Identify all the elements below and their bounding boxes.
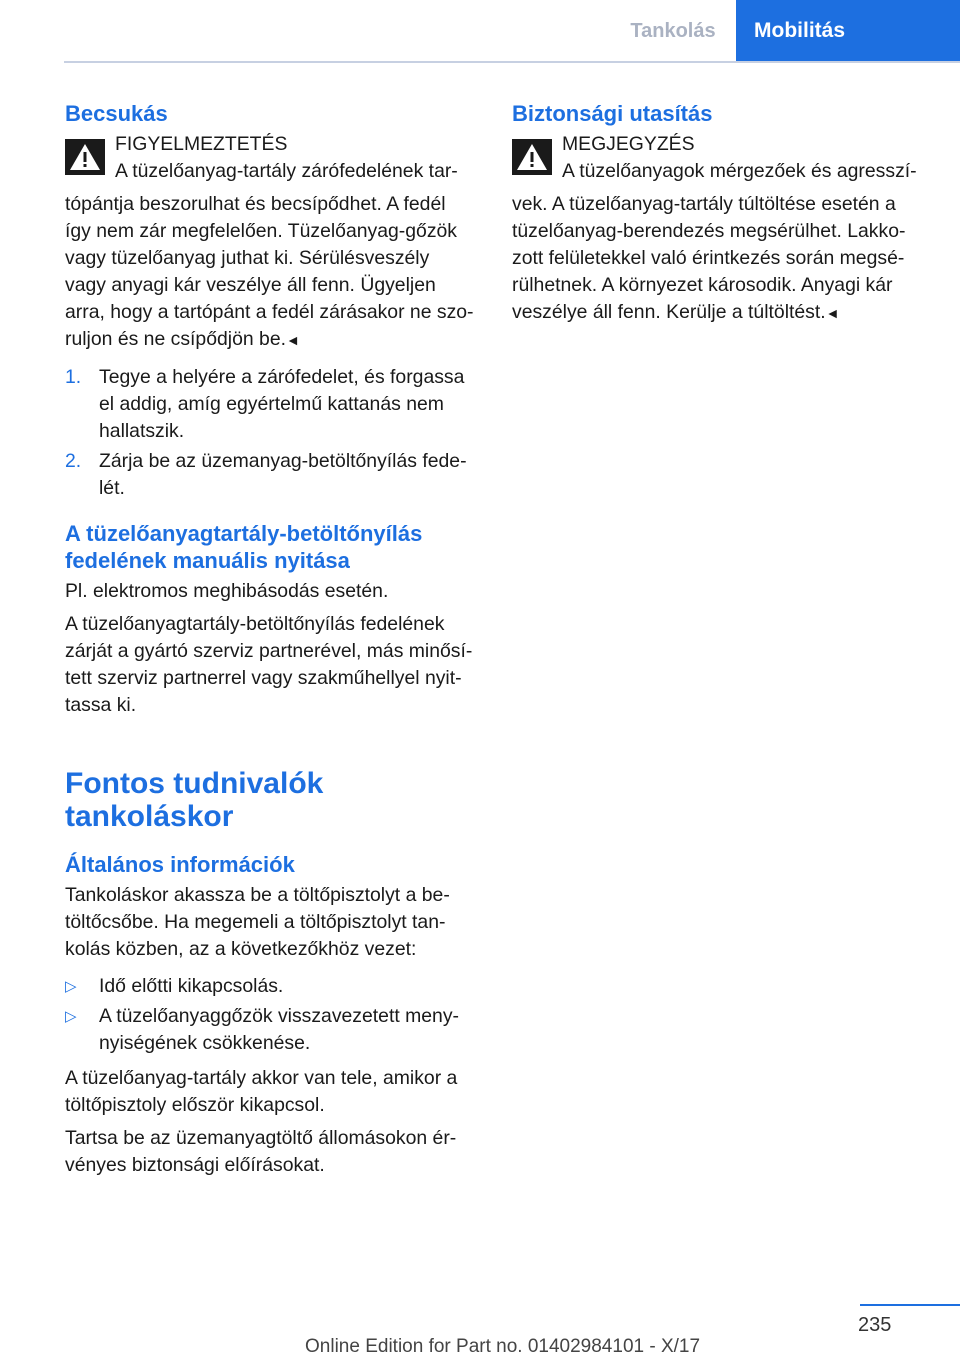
manual-opening-heading: A tüzelőanyagtartály-betöltőnyílás fedelének manuális nyitása: [65, 521, 423, 573]
step-text: Zárja be az üzemanyag-betöltőnyílás fede-lét.: [99, 450, 467, 499]
closing-steps: [65, 364, 475, 502]
bullet-text: Idő előtti kikapcsolás.: [99, 975, 284, 997]
chapter-tab: Mobilitás: [736, 0, 960, 62]
list-item: [65, 448, 475, 502]
footer-divider: [860, 1304, 960, 1306]
step-number: 2.: [65, 450, 82, 472]
important-heading-line: Fontos tudnivalók: [65, 767, 324, 800]
general-info-heading: Általános információk: [65, 852, 295, 877]
section-tab: Tankolás: [630, 19, 716, 42]
note-rest: vek. A tüzelőanyag-tartály túltöltése esetén a tüzelőanyag-berendezés megsérülhet. Lakko-zott felületekkel való érintkezés során megsé-rülhetnek. A környezet károsodik. Anyagi kár veszélye áll fenn. Kerülje a túltöltést.: [512, 193, 906, 323]
warning-block: [65, 131, 475, 191]
general-paragraph: Tankoláskor akassza be a töltőpisztolyt a be-töltőcsőbe. Ha megemeli a töltőpisztolyt tan-kolás közben, az a következőkhöz vezet:: [65, 884, 450, 960]
warning-rest: tópántja beszorulhat és becsípődhet. A fedél így nem zár megfelelően. Tüzelőanyag-gőzök vagy tüzelőanyag juthat ki. Sérülésveszély vagy anyagi kár veszélye áll fenn. Ügyeljen arra, hogy a tartópánt a fedél zárásakor ne szo-ruljon és ne csípődjön be.: [65, 193, 474, 350]
warning-triangle-icon: [65, 139, 105, 175]
triangle-bullet-icon: ▷: [65, 978, 77, 995]
triangle-bullet-icon: ▷: [65, 1008, 77, 1025]
note-first-line: A tüzelőanyagok mérgezőek és agresszí-: [562, 160, 917, 182]
important-heading-line: tankoláskor: [65, 800, 234, 833]
consequence-list: [65, 973, 475, 1057]
warning-first-line: A tüzelőanyag-tartály zárófedelének tar-: [115, 160, 458, 182]
page-header: [0, 0, 960, 62]
safety-heading: Biztonsági utasítás: [512, 101, 713, 126]
header-divider: [64, 61, 960, 63]
list-item: [65, 364, 475, 445]
right-column: [512, 100, 928, 333]
step-text: Tegye a helyére a zárófedelet, és forgassa el addig, amíg egyértelmű kattanás nem hallatszik.: [99, 366, 465, 442]
edition-label: Online Edition for Part no. 01402984101 - X/17: [305, 1336, 701, 1357]
note-label: MEGJEGYZÉS: [562, 133, 695, 155]
step-number: 1.: [65, 366, 82, 388]
page-number: 235: [858, 1314, 892, 1336]
note-block: [512, 131, 928, 191]
end-mark: ◄: [286, 332, 300, 348]
important-heading: [65, 767, 475, 833]
left-column: [65, 100, 475, 1185]
note-text: [512, 191, 928, 327]
bullet-text: A tüzelőanyaggőzök visszavezetett meny-nyiségének csökkenése.: [99, 1005, 459, 1054]
closing-heading: Becsukás: [65, 101, 168, 126]
general-paragraph: Tartsa be az üzemanyagtöltő állomásokon ér-vényes biztonsági előírásokat.: [65, 1127, 457, 1176]
list-item: [65, 1003, 475, 1057]
manual-paragraph: A tüzelőanyagtartály-betöltőnyílás fedelének zárját a gyártó szerviz partnerével, más minősí-tett szerviz partnerrel vagy szakműhellyel nyit-tassa ki.: [65, 613, 473, 716]
end-mark: ◄: [825, 305, 840, 321]
manual-paragraph: Pl. elektromos meghibásodás esetén.: [65, 580, 389, 602]
warning-text: [65, 191, 475, 354]
warning-label: FIGYELMEZTETÉS: [115, 133, 288, 155]
warning-triangle-icon: [512, 139, 552, 175]
general-paragraph: A tüzelőanyag-tartály akkor van tele, amikor a töltőpisztoly először kikapcsol.: [65, 1067, 458, 1116]
list-item: [65, 973, 475, 1000]
